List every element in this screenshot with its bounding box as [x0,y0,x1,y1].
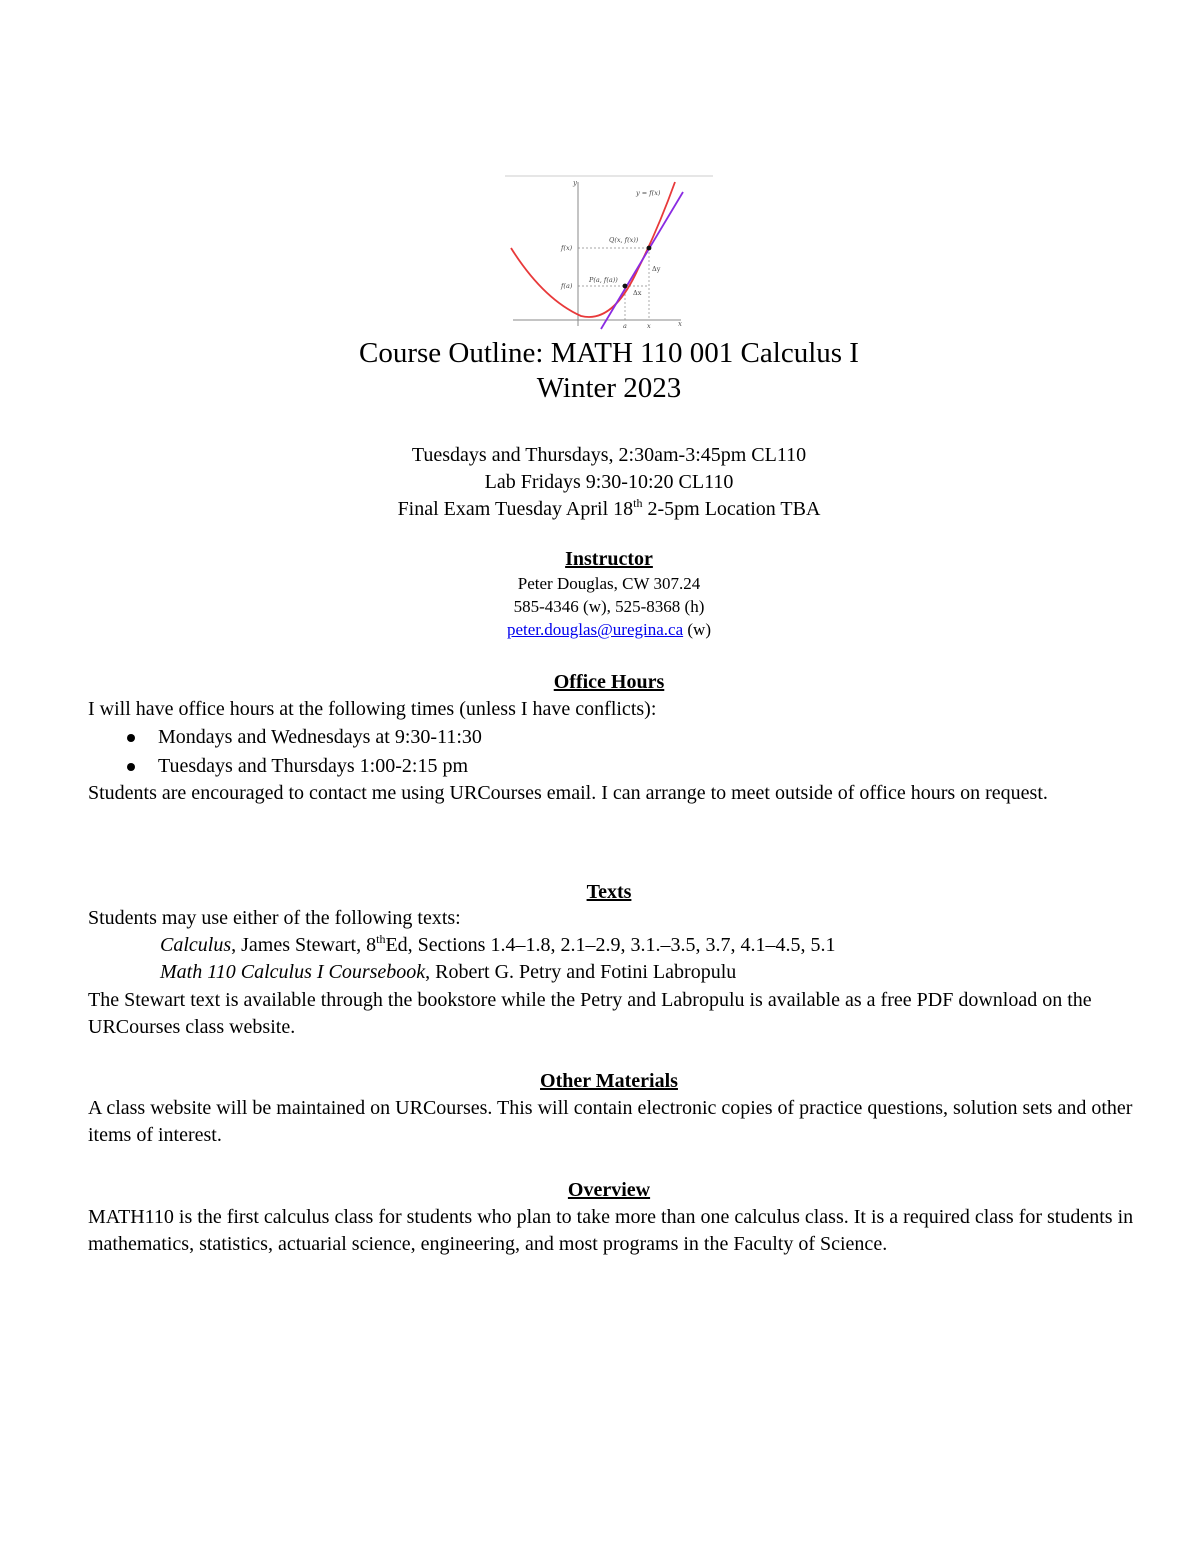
email-suffix: (w) [683,620,711,639]
point-p [623,284,628,289]
secant-graph [503,174,715,334]
office-hours-heading: Office Hours [553,671,665,693]
book1-edition-suffix: th [376,932,386,946]
book1-title: Calculus [160,934,232,956]
office-hours-item-text: Mondays and Wednesdays at 9:30-11:30 [158,726,482,748]
overview-heading: Overview [567,1179,651,1201]
instructor-name-office: Peter Douglas, CW 307.24 [517,574,701,593]
point-q-label: Q(x, f(x)) [609,236,639,244]
point-p-label: P(a, f(a)) [589,276,618,284]
secant-line [601,192,683,329]
point-q [647,246,652,251]
exam-text-start: Final Exam Tuesday April 18 [397,498,634,520]
book2-title: Math 110 Calculus I Coursebook [160,961,426,983]
exam-text-end: 2-5pm Location TBA [642,498,821,520]
instructor-phones: 585-4346 (w), 525-8368 (h) [513,597,705,616]
instructor-email-line [88,618,1130,641]
lecture-schedule: Tuesdays and Thursdays, 2:30am-3:45pm CL110 [411,444,807,466]
dy-label: Δy [652,265,661,273]
lab-schedule: Lab Fridays 9:30-10:20 CL110 [484,471,734,493]
texts-intro: Students may use either of the following texts: [88,907,461,929]
book1-details-a: , James Stewart, 8 [231,934,377,956]
fx-label: f(x) [561,244,573,252]
fa-label: f(a) [561,282,573,290]
secant-line-figure [503,174,715,334]
other-materials-body: A class website will be maintained on URCourses. This will contain electronic copies of practice questions, solution sets and other items of interest. [88,1097,1133,1146]
a-tick-label: a [623,322,627,330]
book1-details-b: Ed, Sections 1.4–1.8, 2.1–2.9, 3.1.–3.5, 3.7, 4.1–4.5, 5.1 [385,934,836,956]
office-hours-item [127,753,468,780]
x-tick-label: x [647,322,651,330]
x-axis-label: x [678,320,682,328]
office-hours-intro: I will have office hours at the following times (unless I have conflicts): [88,698,657,720]
y-axis-label: y [573,179,577,187]
schedule-block [88,442,1130,523]
instructor-section [88,546,1130,641]
instructor-email-link[interactable]: peter.douglas@uregina.ca [506,620,684,639]
exam-schedule [88,496,1130,523]
instructor-heading: Instructor [565,548,653,570]
title-line-2: Winter 2023 [536,372,682,404]
curve-label: y = f(x) [636,189,661,197]
office-hours-item [127,724,482,751]
texts-note: The Stewart text is available through the bookstore while the Petry and Labropulu is available as a free PDF download on the URCourses class website. [88,989,1092,1038]
page-title [88,336,1130,406]
book2-details: , Robert G. Petry and Fotini Labropulu [425,961,737,983]
office-hours-item-text: Tuesdays and Thursdays 1:00-2:15 pm [158,755,468,777]
office-hours-note: Students are encouraged to contact me using URCourses email. I can arrange to meet outside of office hours on request. [88,782,1048,804]
other-materials-heading: Other Materials [540,1070,678,1092]
textbook-stewart [160,932,835,959]
overview-body: MATH110 is the first calculus class for students who plan to take more than one calculus class. It is a required class for students in mathematics, statistics, actuarial science, engineering, and most programs in the Faculty of Science. [88,1206,1134,1255]
textbook-petry [160,959,736,986]
dx-label: Δx [633,289,642,297]
texts-heading: Texts [586,881,632,903]
title-line-1: Course Outline: MATH 110 001 Calculus I [359,337,859,369]
exam-date-suffix: th [633,496,643,510]
